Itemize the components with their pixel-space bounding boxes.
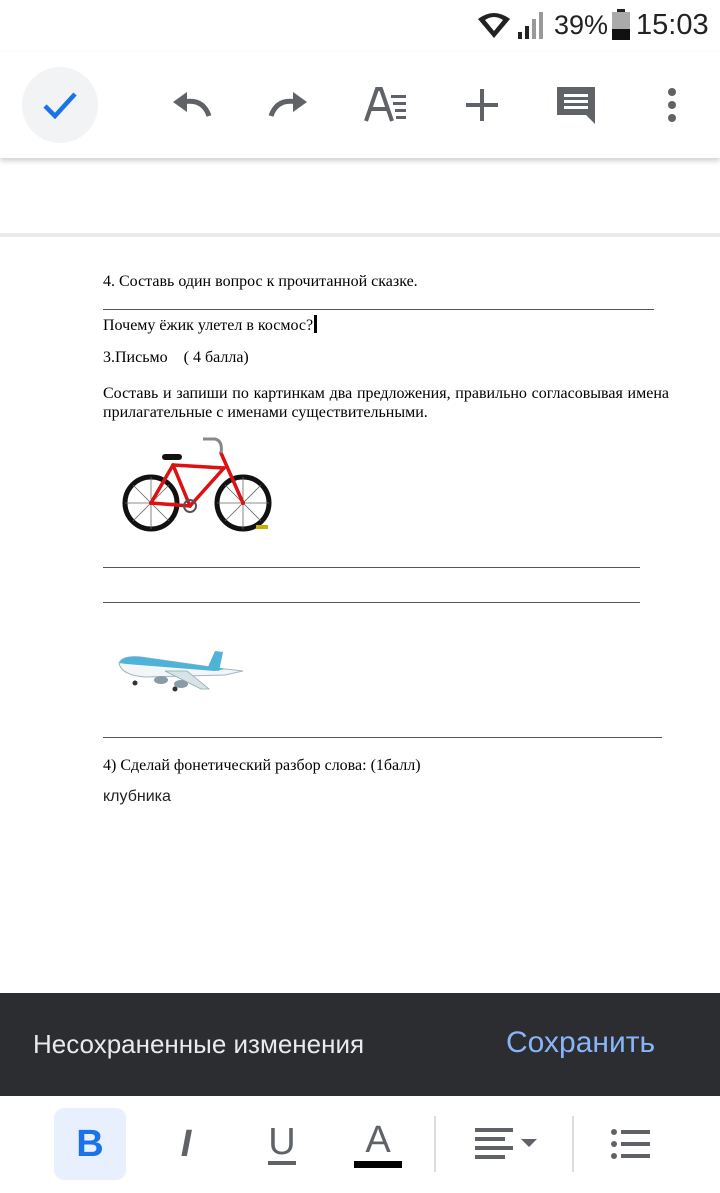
format-divider-1 [434,1116,436,1172]
status-bar [0,0,720,52]
bold-button[interactable] [54,1108,126,1180]
bulleted-list-button[interactable] [594,1108,666,1180]
bulleted-list-icon [610,1127,650,1161]
section-heading: 3.Письмо ( 4 балла) [103,349,249,366]
text-color-icon: A [365,1118,391,1161]
underline-button[interactable] [246,1108,318,1180]
underline-icon: U [268,1121,296,1163]
comment-icon [555,85,597,125]
word-text: клубника [103,788,171,805]
italic-button[interactable] [150,1108,222,1180]
instruction-paragraph: Составь и запиши по картинкам два предложения, правильно согласовывая имена прилагательные с именами существительными. [103,385,669,421]
text-color-button[interactable] [342,1108,414,1180]
text-cursor [314,315,317,333]
task4-question: 4. Составь один вопрос к прочитанной сказке. [103,273,418,290]
phonetic-task: 4) Сделай фонетический разбор слова: (1балл) [103,757,421,774]
typed-answer[interactable] [103,315,317,335]
format-bar [0,1096,720,1193]
done-check-icon [40,85,80,125]
format-divider-2 [572,1116,574,1172]
airplane-image[interactable] [115,647,247,693]
insert-button[interactable] [452,52,512,158]
redo-icon [265,90,311,120]
unsaved-changes-snackbar [0,993,720,1096]
more-options-button[interactable] [648,52,696,158]
undo-button[interactable] [162,52,222,158]
previous-page-bottom [0,158,720,234]
writing-line-2 [103,602,640,603]
bicycle-image[interactable] [118,435,276,539]
document-page[interactable] [0,237,720,993]
wifi-icon [477,11,511,39]
alignment-button[interactable] [462,1108,552,1180]
text-color-swatch [354,1161,402,1168]
signal-icon [517,10,547,40]
bold-icon: B [76,1122,104,1165]
battery-percent: 39% [554,10,609,40]
more-vert-icon [667,87,677,123]
editor-toolbar [0,52,720,158]
answer-line [103,309,654,310]
done-button[interactable] [22,52,98,158]
writing-line-3 [103,737,662,738]
text-format-icon [364,87,408,123]
clock: 15:03 [636,9,709,41]
text-format-button[interactable] [356,52,416,158]
comment-button[interactable] [546,52,606,158]
typed-answer-text: Почему ёжик улетел в космос? [103,317,314,334]
undo-icon [169,90,215,120]
italic-icon: I [180,1122,192,1165]
save-button[interactable]: Сохранить [506,1026,656,1059]
align-left-icon [475,1126,539,1162]
writing-line-1 [103,567,640,568]
snackbar-message: Несохраненные изменения [33,1029,365,1059]
battery-icon [611,9,631,41]
redo-button[interactable] [258,52,318,158]
plus-icon [465,88,499,122]
